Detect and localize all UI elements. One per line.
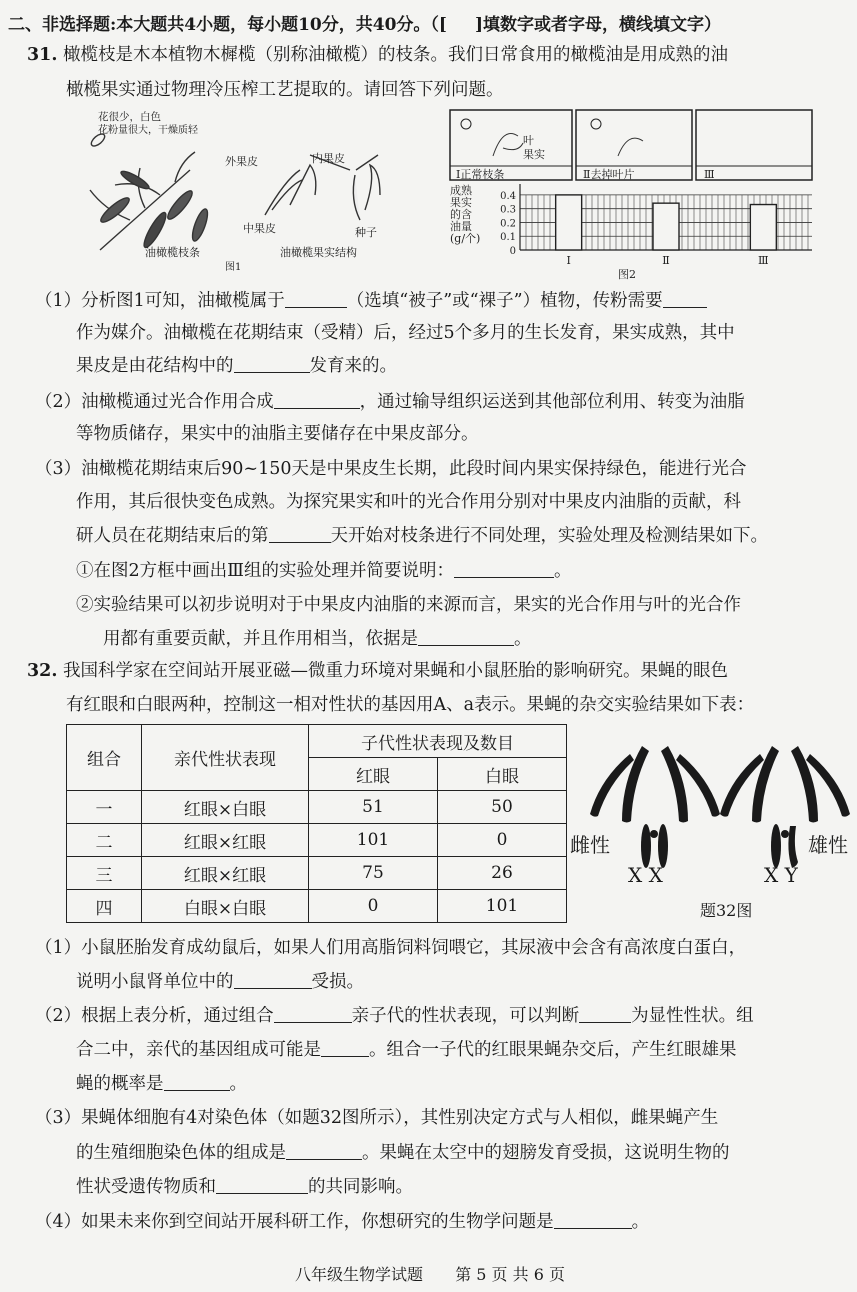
x-tick-label: Ⅲ [758, 254, 769, 267]
female-label: 雌性 [570, 833, 610, 857]
branch-no-leaf-icon [618, 138, 643, 156]
q32-p2-text-c: 为显性性状。组 [631, 1006, 754, 1026]
y-tick-label: 0.4 [500, 190, 516, 202]
q32-number: 32. [27, 661, 58, 681]
bar [653, 203, 679, 250]
cell-group: 二 [67, 824, 142, 857]
ylabel-line: 油量 [450, 220, 472, 233]
fig2-caption: 图2 [618, 268, 636, 280]
ylabel-line: (g/个) [450, 232, 481, 245]
xy-label: X Y [764, 863, 798, 887]
fig2-leaf-tag: 叶 [523, 134, 534, 147]
q32-p2-text-f: 蝇的概率是 [76, 1074, 164, 1094]
q32-p3-text-b: 的生殖细胞染色体的组成是 [76, 1143, 286, 1163]
cell-parent: 红眼×红眼 [142, 824, 309, 857]
q31-part2-line1 [35, 393, 745, 412]
ylabel-line: 的含 [450, 208, 472, 221]
x-tick-label: Ⅰ [566, 254, 571, 267]
fig2-box-1 [450, 110, 572, 181]
q32-p2-blank3[interactable] [321, 1041, 369, 1057]
q32-part3-line2 [76, 1144, 730, 1163]
q32-p2-text-b: 亲子代的性状表现，可以判断 [351, 1006, 580, 1026]
q32-fig-caption: 题32图 [700, 901, 753, 920]
table-row [67, 791, 567, 824]
q31-part3-line4: ①在图2方框中画出Ⅲ组的实验处理并简要说明： 。 [76, 561, 572, 581]
q32-p2-text-a: （2）根据上表分析，通过组合 [35, 1006, 274, 1026]
cell-white: 26 [438, 857, 567, 890]
y-tick-label: 0.1 [500, 232, 516, 244]
figure-2 [448, 108, 816, 280]
cell-red: 51 [309, 791, 438, 824]
fig2-box-3[interactable] [696, 110, 812, 181]
cell-white: 50 [438, 791, 567, 824]
q31-p3-blank2[interactable] [454, 562, 554, 578]
bar [750, 205, 776, 250]
sun-icon [461, 119, 471, 129]
q31-p3-text-e: ①在图2方框中画出Ⅲ组的实验处理并简要说明： [76, 561, 455, 581]
male-label: 雄性 [808, 833, 848, 857]
q31-p3-text-c: 研人员在花期结束后的第 [76, 526, 269, 546]
cell-red: 0 [309, 890, 438, 923]
footer-subject: 八年级生物学试题 [295, 1265, 424, 1284]
q32-part3-line3 [76, 1178, 413, 1197]
fig1-note1: 花很少，白色 [98, 111, 161, 123]
q31-part3-line6: 用都有重要贡献，并且作用相当，依据是 。 [103, 629, 532, 649]
q31-p1-blank1[interactable] [285, 292, 347, 308]
q32-part4-line1: （4）如果未来你到空间站开展科研工作，你想研究的生物学问题是 。 [35, 1212, 650, 1232]
q31-part1-line1 [35, 292, 707, 311]
q31-part2-line2: 等物质储存，果实中的油脂主要储存在中果皮部分。 [76, 424, 479, 444]
q31-p3-text-g: 用都有重要贡献，并且作用相当，依据是 [103, 629, 418, 649]
fig1-caption: 图1 [225, 262, 242, 273]
q31-p3-blank1[interactable] [269, 527, 331, 543]
q32-p3-blank1[interactable] [286, 1144, 362, 1160]
q31-number: 31. [27, 45, 58, 65]
fig2-box3-label: Ⅲ [704, 168, 715, 181]
q32-stem-line1 [27, 663, 728, 681]
fig1-fruit-label: 油橄榄果实结构 [280, 246, 357, 259]
q32-part2-line1 [35, 1007, 754, 1026]
q31-part1-line3 [76, 357, 397, 376]
cell-group: 四 [67, 890, 142, 923]
th-red-eye: 红眼 [309, 758, 438, 791]
q31-stem-line1 [27, 47, 728, 65]
fig1-note2: 花粉量很大，干燥质轻 [98, 125, 198, 136]
th-white-eye: 白眼 [438, 758, 567, 791]
section-title: 二、非选择题:本大题共4小题，每小题10分，共40分。（[ [8, 15, 447, 35]
xx-label: X X [628, 863, 663, 887]
q31-stem-line2: 橄榄果实通过物理冷压榨工艺提取的。请回答下列问题。 [66, 80, 504, 100]
th-offspring: 子代性状表现及数目 [309, 725, 567, 758]
ylabel-line: 成熟 [450, 184, 472, 197]
q32-p2-blank4[interactable] [164, 1075, 230, 1091]
footer-page: 第 5 页 共 6 页 [455, 1265, 565, 1284]
page-footer [295, 1262, 565, 1285]
olive-branch-drawing [89, 132, 210, 250]
cell-red: 101 [309, 824, 438, 857]
cell-group: 一 [67, 791, 142, 824]
fig2-box2-label: Ⅱ去掉叶片 [583, 168, 635, 181]
table-row [67, 890, 567, 923]
x-tick-label: Ⅱ [662, 254, 670, 267]
cell-red: 75 [309, 857, 438, 890]
q31-part3-line2: 作用，其后很快变色成熟。为探究果实和叶的光合作用分别对中果皮内油脂的贡献，科 [76, 492, 741, 512]
fig1-branch-label: 油橄榄枝条 [145, 246, 200, 259]
q31-p1-text-a: （1）分析图1可知，油橄榄属于 [35, 291, 285, 311]
q32-p1-text-c: 受损。 [311, 972, 364, 992]
cell-parent: 红眼×红眼 [142, 857, 309, 890]
table-row [67, 857, 567, 890]
q32-part2-line3: 蝇的概率是 。 [76, 1074, 247, 1094]
cross-results-table [66, 724, 567, 923]
q31-p2-text-b: ，通过输导组织运送到其他部位利用、转变为油脂 [359, 392, 745, 412]
q32-p3-blank2[interactable] [216, 1178, 308, 1194]
q31-part3-line5: ②实验结果可以初步说明对于中果皮内油脂的来源而言，果实的光合作用与叶的光合作 [76, 595, 741, 615]
q32-p4-text-a: （4）如果未来你到空间站开展科研工作，你想研究的生物学问题是 [35, 1212, 554, 1232]
th-parent: 亲代性状表现 [142, 725, 309, 791]
q32-p2-text-d: 合二中，亲代的基因组成可能是 [76, 1040, 321, 1060]
q31-p2-text-a: （2）油橄榄通过光合作用合成 [35, 392, 274, 412]
cell-parent: 白眼×白眼 [142, 890, 309, 923]
q31-p1-text-e: 发育来的。 [309, 356, 397, 376]
figure-1 [60, 110, 440, 278]
th-group: 组合 [67, 725, 142, 791]
q32-p2-text-e: 。组合一子代的红眼果蝇杂交后，产生红眼雄果 [369, 1040, 737, 1060]
fig1-seed-label: 种子 [355, 226, 377, 239]
q31-part3-line1: （3）油橄榄花期结束后90~150天是中果皮生长期，此段时间内果实保持绿色，能进行光合 [35, 459, 747, 479]
q31-p1-text-d: 果皮是由花结构中的 [76, 356, 234, 376]
q31-part1-line2: 作为媒介。油橄榄在花期结束（受精）后，经过5个多月的生长发育，果实成熟，其中 [76, 323, 735, 343]
cell-parent: 红眼×白眼 [142, 791, 309, 824]
q32-p3-text-d: 性状受遗传物质和 [76, 1177, 216, 1197]
table-row [67, 824, 567, 857]
q32-p1-text-b: 说明小鼠肾单位中的 [76, 972, 234, 992]
ylabel-line: 果实 [450, 196, 472, 209]
fig1-inner-label: 内果皮 [312, 152, 345, 165]
q32-stem-line2: 有红眼和白眼两种，控制这一相对性状的基因用A、a表示。果蝇的杂交实验结果如下表： [66, 695, 755, 715]
q32-p2-blank1[interactable] [274, 1007, 352, 1023]
q32-part3-line1: （3）果蝇体细胞有4对染色体（如题32图所示），其性别决定方式与人相似，雌果蝇产生 [35, 1108, 719, 1128]
fig1-middle-label: 中果皮 [243, 222, 276, 235]
q32-p4-blank1[interactable] [554, 1213, 632, 1229]
q31-p1-text-b: （选填“被子”或“裸子”）植物，传粉需要 [346, 291, 663, 311]
y-tick-label: 0.2 [500, 218, 516, 230]
fig2-box-2 [576, 110, 692, 181]
q32-part2-line2 [76, 1041, 737, 1060]
section-title-tail: ]填数字或者字母，横线填文字） [474, 15, 722, 35]
y-tick-label: 0 [509, 246, 516, 257]
q32-stem-text1: 我国科学家在空间站开展亚磁—微重力环境对果蝇和小鼠胚胎的影响研究。果蝇的眼色 [63, 661, 729, 681]
bar [556, 195, 582, 250]
sun-icon [591, 119, 601, 129]
branch-icon [493, 134, 523, 157]
fig2-fruit-tag: 果实 [523, 148, 545, 161]
q32-p3-text-c: 。果蝇在太空中的翅膀发育受损，这说明生物的 [362, 1143, 730, 1163]
q32-p1-blank1[interactable] [234, 973, 312, 989]
q32-p3-text-e: 的共同影响。 [308, 1177, 413, 1197]
q32-part1-line1: （1）小鼠胚胎发育成幼鼠后，如果人们用高脂饲料饲喂它，其尿液中会含有高浓度白蛋白， [35, 938, 747, 958]
section-header [8, 10, 721, 35]
q31-p3-text-d: 天开始对枝条进行不同处理，实验处理及检测结果如下。 [330, 526, 768, 546]
q32-p2-blank2[interactable] [579, 1007, 631, 1023]
q31-stem-text1: 橄榄枝是木本植物木樨榄（别称油橄榄）的枝条。我们日常食用的橄榄油是用成熟的油 [63, 45, 729, 65]
fig2-ylabel [450, 183, 480, 245]
q31-p3-blank3[interactable] [418, 630, 514, 646]
fig1-outer-label: 外果皮 [225, 155, 258, 168]
y-tick-label: 0.3 [500, 204, 516, 216]
q31-p1-blank3[interactable] [234, 357, 310, 373]
q31-p1-blank2[interactable] [663, 292, 707, 308]
fig2-chart [500, 184, 812, 267]
chromosome-figure [568, 734, 854, 924]
cell-white: 101 [438, 890, 567, 923]
cell-group: 三 [67, 857, 142, 890]
q31-part3-line3 [76, 527, 768, 546]
fig2-box1-label: Ⅰ正常枝条 [456, 168, 505, 181]
cell-white: 0 [438, 824, 567, 857]
q31-p2-blank1[interactable] [274, 393, 360, 409]
q32-part1-line2 [76, 973, 364, 992]
